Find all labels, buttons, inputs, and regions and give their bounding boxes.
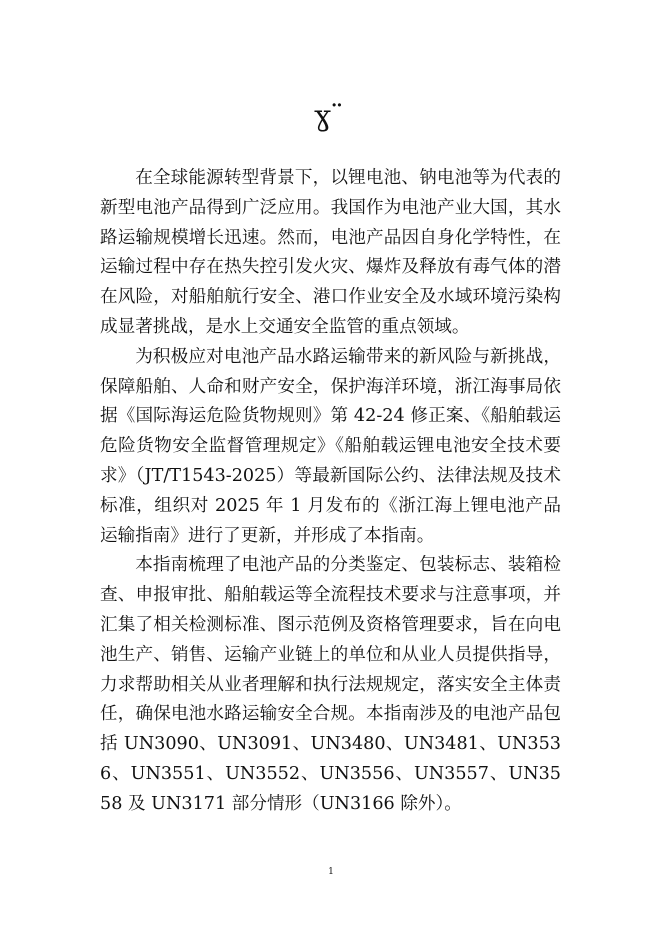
page-title: ɣ ̈ [314,99,348,132]
paragraph-1: 在全球能源转型背景下，以锂电池、钠电池等为代表的新型电池产品得到广泛应用。我国作为电池产业大国，其水路运输规模增长迅速。然而，电池产品因自身化学特性，在运输过程中存在热失控引发火灾、爆炸及释放有毒气体的潜在风险，对船舶航行安全、港口作业安全及水域环境污染构成显著挑战，是水上交通安全监管的重点领域。 [100,168,561,337]
paragraph-3: 本指南梳理了电池产品的分类鉴定、包装标志、装箱检查、申报审批、船舶载运等全流程技术要求与注意事项，并汇集了相关检测标准、图示范例及资格管理要求，旨在向电池生产、销售、运输产业链上的单位和从业人员提供指导，力求帮助相关从业者理解和执行法规规定，落实安全主体责任，确保电池水路运输安全合规。本指南涉及的电池产品包括 UN3090、UN3091、UN3480、UN3481、UN3536、UN3551、UN3552、UN3556、UN3557、UN3558 及 UN3171 部分情形（UN3166 除外）。 [100,555,561,814]
paragraph-2: 为积极应对电池产品水路运输带来的新风险与新挑战，保障船舶、人命和财产安全，保护海洋环境，浙江海事局依据《国际海运危险货物规则》第 42-24 修正案、《船舶载运危险货物安全监督管理规定》《船舶载运锂电池安全技术要求》（JT/T1543-2025）等最新国际公约、法律法规及技术标准，组织对 2025 年 1 月发布的《浙江海上锂电池产品运输指南》进行了更新，并形成了本指南。 [100,346,561,546]
page-number: 1 [328,867,334,877]
body-text [100,164,561,820]
